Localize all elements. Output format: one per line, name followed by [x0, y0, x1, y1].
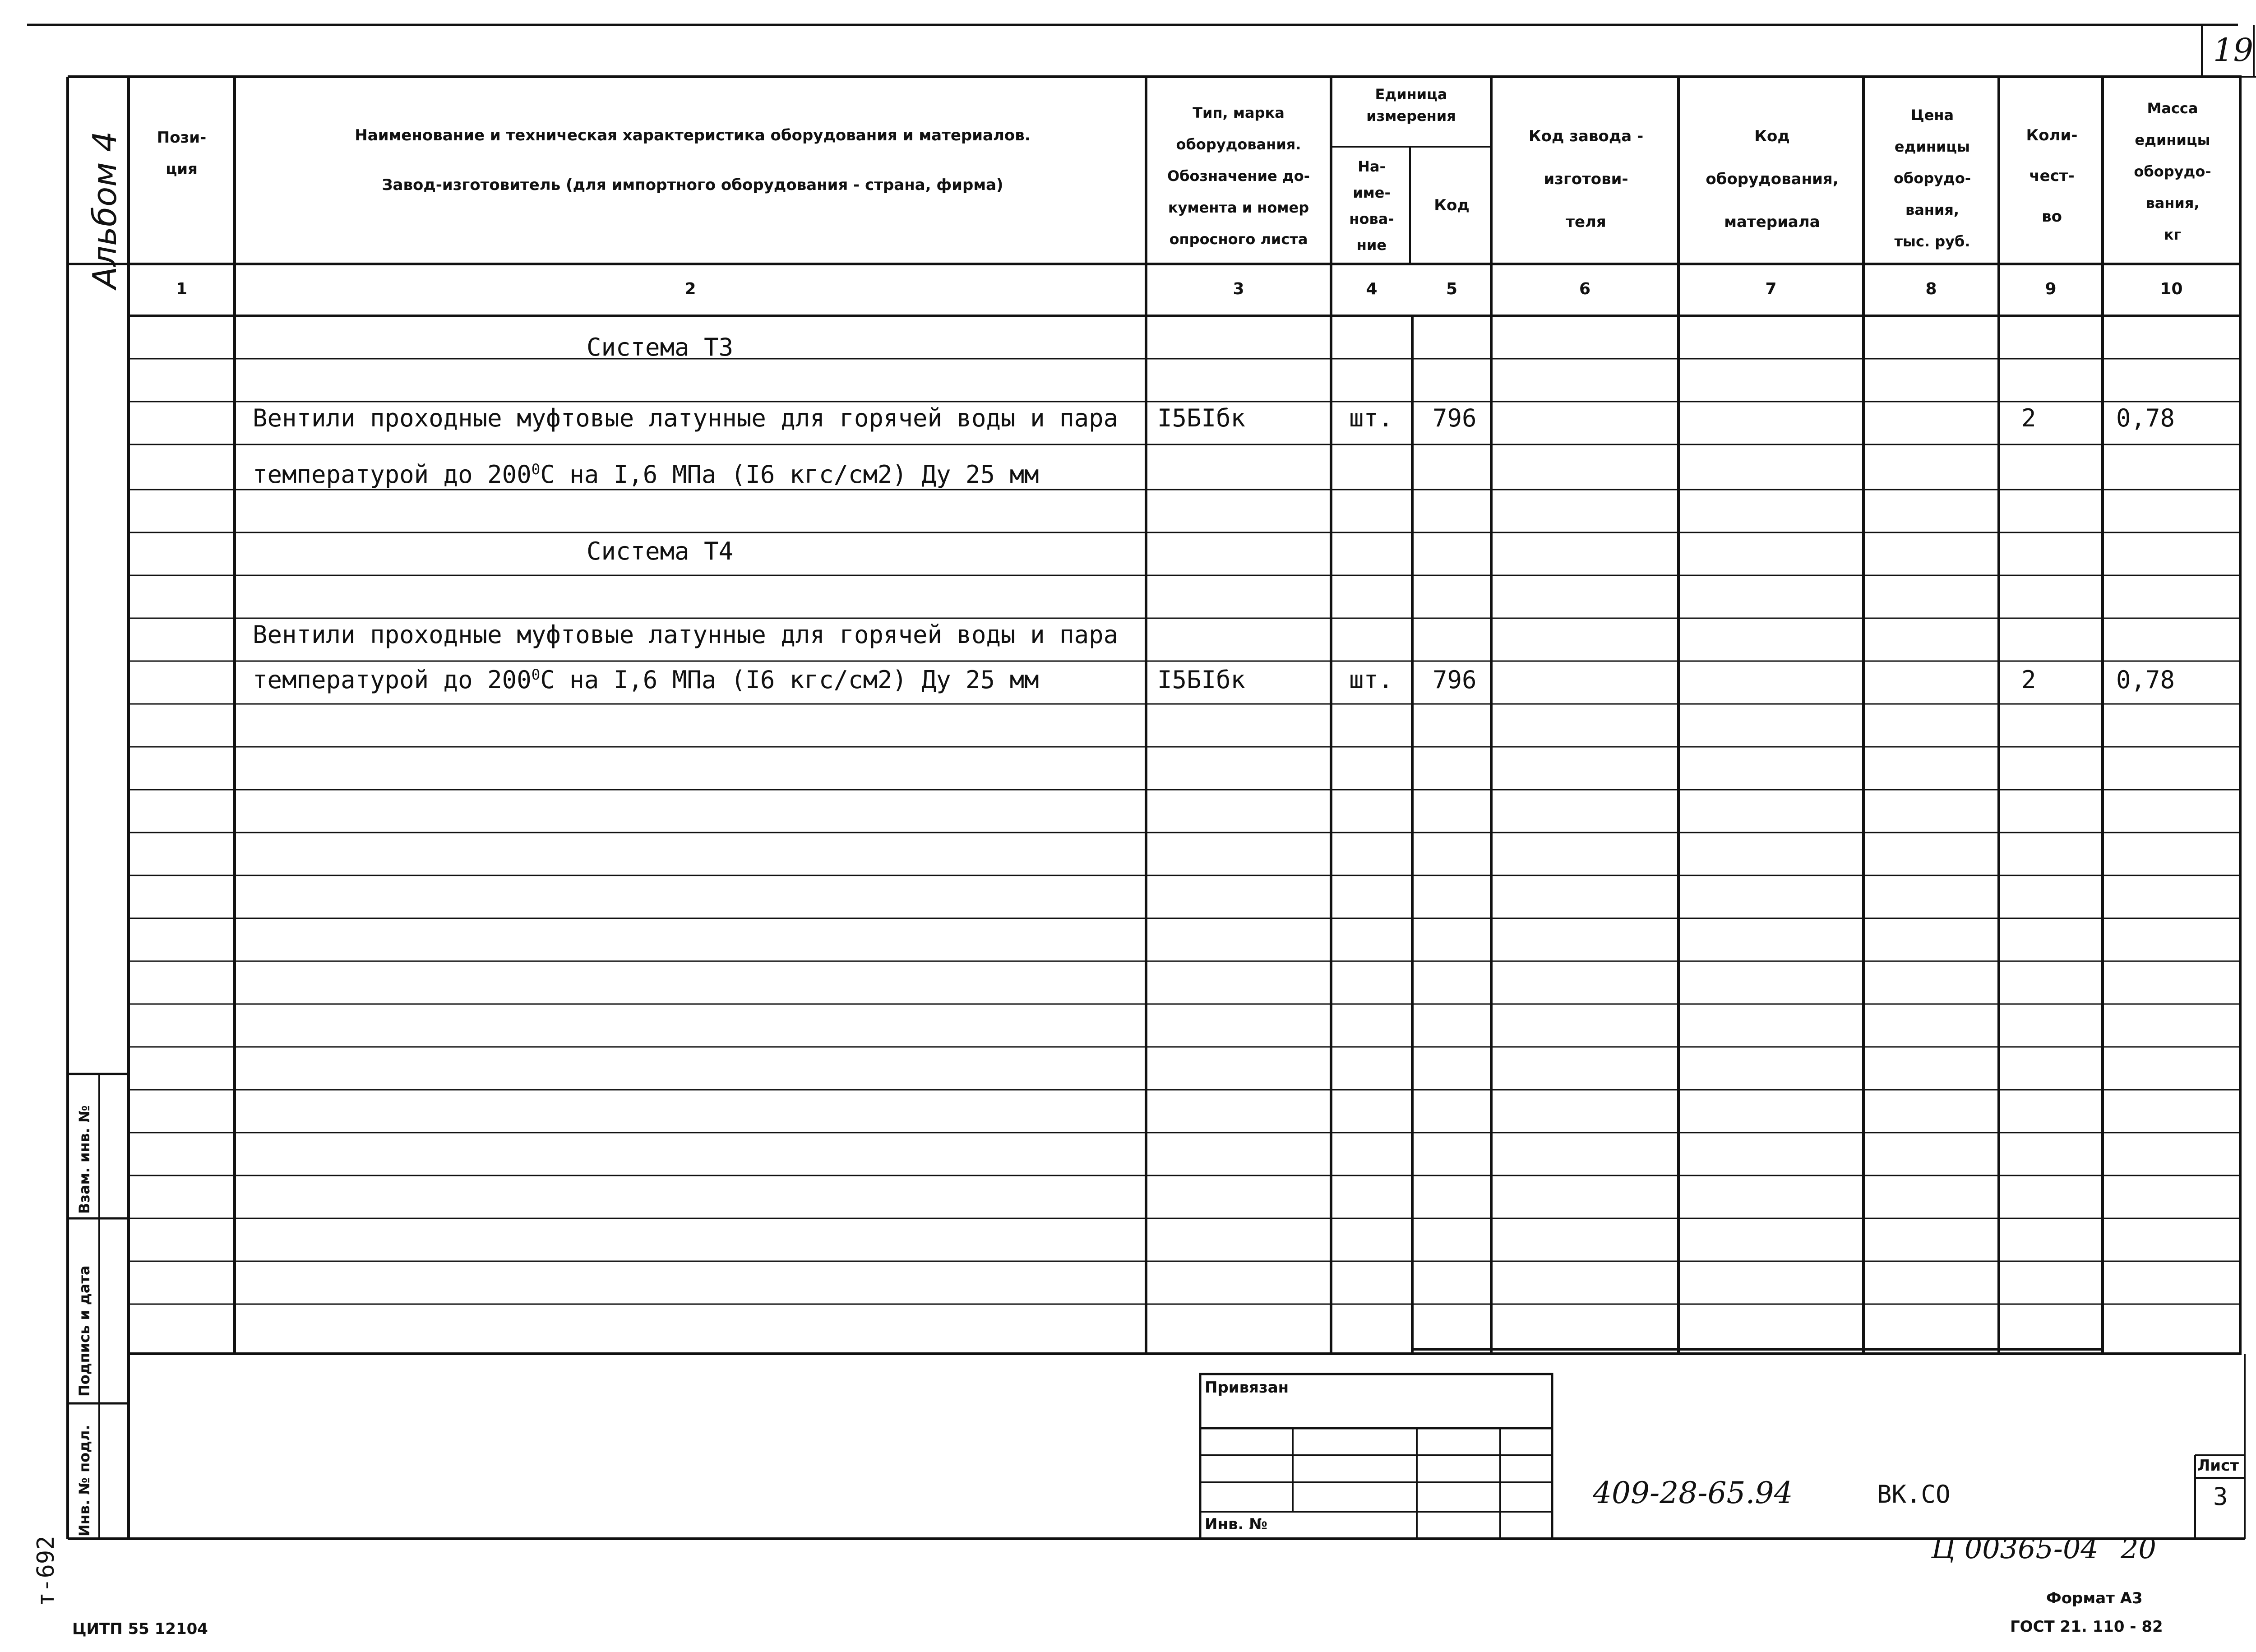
item2-unit: шт.: [1349, 666, 1393, 694]
header-factory-code: Код завода - изготови- теля: [1528, 127, 1644, 231]
list-label: Лист: [2197, 1457, 2239, 1475]
item1-mass: 0,78: [2116, 404, 2175, 432]
item2-description-line2: температурой до $200^0С$ на I,6 МПа (I6 кгс/см2) Ду 25 мм: [253, 666, 1039, 694]
header-quantity: Коли- чест- во: [2026, 126, 2078, 226]
item2-type: I5БIбк: [1157, 666, 1246, 694]
system-t4-heading: Система Т4: [587, 537, 734, 565]
header-unit-group: Единица измерения: [1366, 86, 1456, 125]
format-label: Формат А3: [2046, 1589, 2143, 1607]
gost-label: ГОСТ 21. 110 - 82: [2010, 1618, 2163, 1636]
item2-mass: 0,78: [2116, 666, 2175, 694]
column-number: 4: [1366, 280, 1378, 298]
item2-unit-code: 796: [1433, 666, 1477, 694]
archive-number: Ц 00365-04: [1931, 1532, 2099, 1565]
column-number: 8: [1925, 280, 1937, 298]
column-number: 10: [2160, 280, 2183, 298]
header-name-line1: Наименование и техническая характеристика оборудования и материалов.: [355, 126, 1031, 144]
header-position: Пози- ция: [157, 129, 207, 178]
column-number: 3: [1233, 280, 1244, 298]
item1-quantity: 2: [2021, 404, 2036, 432]
header-equipment-code: Код оборудования, материала: [1706, 127, 1839, 231]
item1-unit-code: 796: [1433, 404, 1477, 432]
album-label: Альбом 4: [86, 131, 124, 289]
header-price: Цена единицы оборудо- вания, тыс. руб.: [1893, 106, 1971, 250]
item1-type: I5БIбк: [1157, 404, 1246, 432]
column-number: 9: [2045, 280, 2057, 298]
list-number: 3: [2213, 1482, 2228, 1511]
system-t3-heading: Система Т3: [587, 333, 734, 361]
archive-suffix: 20: [2121, 1532, 2156, 1565]
column-number: 6: [1579, 280, 1591, 298]
item2-quantity: 2: [2021, 666, 2036, 694]
column-number: 7: [1765, 280, 1777, 298]
header-unit-code: Код: [1434, 196, 1470, 214]
header-type: Тип, марка оборудования. Обозначение до- кумента и номер опросного листа: [1167, 104, 1310, 248]
stamp-inv-podl: Инв. № подл.: [76, 1425, 93, 1536]
column-number: 5: [1446, 280, 1458, 298]
stamp-podpis-data: Подпись и дата: [76, 1265, 93, 1397]
document-mark: ВК.СО: [1877, 1480, 1951, 1509]
privyazan-label: Привязан: [1205, 1379, 1289, 1397]
document-code: 409-28-65.94: [1593, 1476, 1793, 1510]
inv-no-label: Инв. №: [1205, 1515, 1268, 1533]
stamp-vzam-inv: Взам. инв. №: [76, 1105, 93, 1214]
item1-description-line2: температурой до $200^0С$ на I,6 МПа (I6 кгс/см2) Ду 25 мм: [253, 460, 1039, 489]
column-number: 2: [684, 280, 696, 298]
column-number: 1: [176, 280, 188, 298]
t-number: т-692: [32, 1536, 60, 1606]
header-mass: Масса единицы оборудо- вания, кг: [2134, 100, 2211, 243]
item1-description-line1: Вентили проходные муфтовые латунные для горячей воды и пара: [253, 404, 1119, 432]
header-unit-name: На- име- нова- ние: [1349, 158, 1394, 254]
item1-unit: шт.: [1349, 404, 1393, 432]
header-name-line2: Завод-изготовитель (для импортного оборудования - страна, фирма): [382, 176, 1003, 194]
citp-label: ЦИТП 55 12104: [72, 1620, 208, 1638]
corner-sheet-number: 19: [2213, 32, 2254, 69]
item2-description-line1: Вентили проходные муфтовые латунные для горячей воды и пара: [253, 620, 1119, 649]
